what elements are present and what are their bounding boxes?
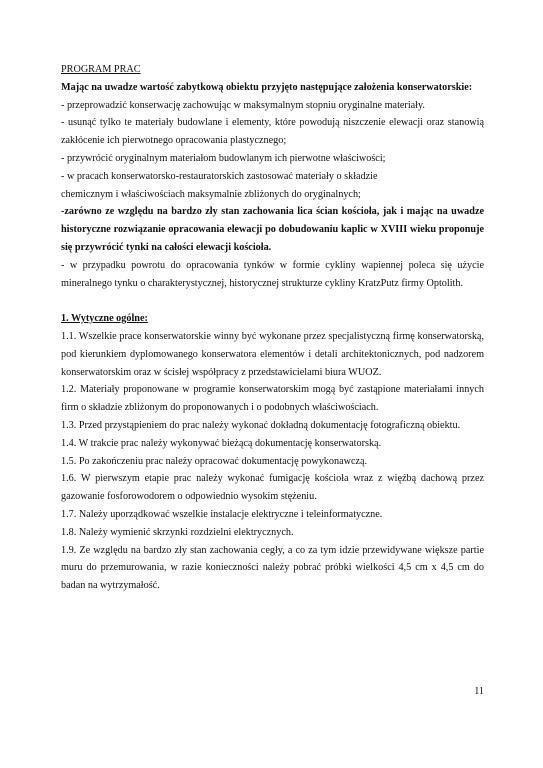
list-item: - przeprowadzić konserwację zachowując w maksymalnym stopniu oryginalne materiały.: [61, 99, 425, 111]
section-item: 1.8. Należy wymienić skrzynki rozdzielni elektrycznych.: [61, 526, 294, 538]
section-item: 1.6. W pierwszym etapie prac należy wykonać fumigację kościoła wraz z więźbą dachową przez gazowanie fosforowodorem o odpowiednio wysokim stężeniu.: [61, 473, 484, 503]
program-heading: PROGRAM PRAC: [61, 64, 141, 75]
section-item: 1.7. Należy uporządkować wszelkie instalacje elektryczne i teleinformatyczne.: [61, 508, 383, 520]
section-item: 1.4. W trakcie prac należy wykonywać bieżącą dokumentację konserwatorską.: [61, 437, 382, 449]
intro-paragraph: Mając na uwadze wartość zabytkową obiektu przyjęto następujące założenia konserwatorskie:: [61, 81, 473, 93]
bold-paragraph: -zarówno ze względu na bardzo zły stan zachowania lica ścian kościoła, jak i mając na uwadze historyczne rozwiązanie opracowania elewacji po dobudowaniu kaplic w XVIII wieku proponuje się przywrócić tynki na całości elewacji kościoła.: [61, 206, 484, 253]
section-item: 1.1. Wszelkie prace konserwatorskie winny być wykonane przez specjalistyczną firmę konserwatorską, pod kierunkiem dyplomowanego konserwatora elementów i detali architektonicznych, pod nadzorem konserwatorskim oraz w ścisłej współpracy z przedstawicielami biura WUOZ.: [61, 330, 484, 378]
section-item: 1.3. Przed przystąpieniem do prac należy wykonać dokładną dokumentację fotograficzną obiektu.: [61, 419, 461, 431]
list-item: - przywrócić oryginalnym materiałom budowlanym ich pierwotne właściwości;: [61, 152, 386, 164]
page-content: [61, 61, 484, 595]
spacer: [61, 292, 484, 310]
list-item: - usunąć tylko te materiały budowlane i elementy, które powodują niszczenie elewacji oraz stanowią zakłócenie ich pierwotnego opracowania plastycznego;: [61, 117, 484, 147]
section-item: 1.5. Po zakończeniu prac należy opracować dokumentację powykonawczą.: [61, 455, 368, 467]
section-item: 1.9. Ze względu na bardzo zły stan zachowania cegły, a co za tym idzie przewidywane większe partie muru do przemurowania, w razie konieczności należy pobrać próbki wielkości 4,5 cm x 4,5 cm do badan na wytrzymałość.: [61, 544, 484, 592]
section-title: 1. Wytyczne ogólne:: [61, 313, 148, 325]
list-item: - w pracach konserwatorsko-restauratorskich zastosować materiały o składzie: [61, 170, 378, 182]
list-item: chemicznym i właściwościach maksymalnie zbliżonych do oryginalnych;: [61, 188, 361, 200]
list-item: - w przypadku powrotu do opracowania tynków w formie cykliny wapiennej poleca się użycie mineralnego tynku o charakterystycznej, historycznej strukturze cykliny KratzPutz firmy Optolith.: [61, 259, 484, 289]
section-item: 1.2. Materiały proponowane w programie konserwatorskim mogą być zastąpione materiałami innych firm o składzie zbliżonym do proponowanych i o podobnych właściwościach.: [61, 384, 484, 414]
page-number: 11: [474, 686, 484, 697]
